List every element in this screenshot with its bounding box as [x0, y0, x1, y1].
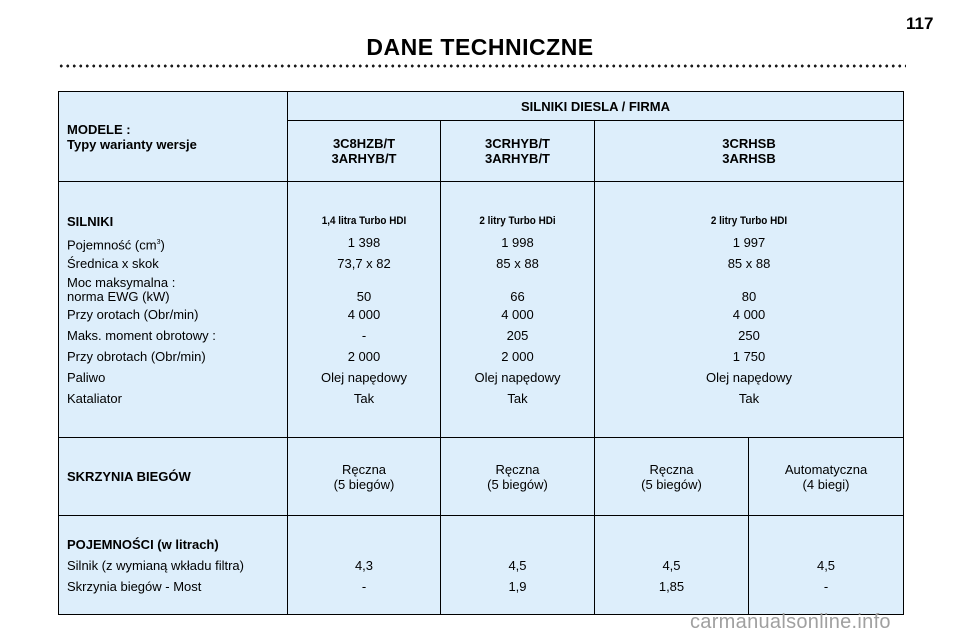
value: 1 997: [732, 234, 766, 250]
dotted-divider: [58, 64, 906, 68]
model-code: 3ARHYB/T: [331, 151, 397, 166]
row-label: Pojemność $(cm^3)$: [67, 236, 165, 252]
row-label: Paliwo: [67, 369, 106, 385]
engine-name: 1,4 litra Turbo HDI: [321, 214, 407, 227]
value: 50: [356, 288, 372, 304]
model-column-2: [441, 121, 595, 182]
engine-values-3: [595, 182, 904, 438]
value: 2 000: [501, 348, 534, 364]
value: 66: [510, 288, 525, 304]
value: Tak: [353, 390, 375, 406]
gearbox-cell: Ręczna (5 biegów): [595, 438, 749, 516]
row-label: Maks. moment obrotowy :: [67, 327, 216, 343]
value: Olej napędowy: [706, 369, 793, 385]
value: 2 000: [347, 348, 381, 364]
model-code: 3CRHSB: [722, 136, 776, 151]
gearbox-label: SKRZYNIA BIEGÓW: [59, 438, 288, 516]
model-column-1: [288, 121, 441, 182]
value: 73,7 x 82: [337, 255, 391, 271]
value: Tak: [507, 390, 528, 406]
capacity-values-1: 4,3 -: [288, 516, 441, 615]
capacity-values-3: 4,5 1,85: [595, 516, 749, 615]
engine-name: 2 litry Turbo HDi: [479, 214, 556, 227]
diesel-header: SILNIKI DIESLA / FIRMA: [288, 92, 904, 121]
page-number: 117: [906, 14, 934, 33]
row-label: Przy orotach (Obr/min): [67, 306, 199, 322]
spec-table: [58, 91, 904, 615]
row-label: Kataliator: [67, 390, 122, 406]
capacity-values-2: 4,5 1,9: [441, 516, 595, 615]
model-code: 3C8HZB/T: [332, 136, 396, 151]
capacities-label: POJEMNOŚCI (w litrach): [67, 536, 219, 552]
value: Tak: [738, 390, 760, 406]
engine-values-2: [441, 182, 595, 438]
value: -: [361, 327, 367, 343]
value: 85 x 88: [496, 255, 539, 271]
engine-name: 2 litry Turbo HDI: [710, 214, 788, 227]
value: 4 000: [732, 306, 766, 322]
models-label: MODELE :: [67, 121, 131, 137]
page-title: DANE TECHNICZNE: [366, 34, 594, 60]
gearbox-cell: Automatyczna (4 biegi): [749, 438, 904, 516]
value: Olej napędowy: [474, 369, 561, 385]
capacities-labels: [59, 516, 288, 615]
model-code: 3CRHYB/T: [484, 136, 550, 151]
models-sublabel: Typy warianty wersje: [67, 136, 197, 152]
value: 1 398: [347, 234, 381, 250]
row-label: Przy obrotach (Obr/min): [67, 348, 206, 364]
model-code: 3ARHYB/T: [484, 151, 550, 166]
gearbox-cell: Ręczna (5 biegów): [441, 438, 595, 516]
engine-labels: [59, 182, 288, 438]
watermark: carmanualsonline.info: [690, 611, 891, 633]
value: 80: [741, 288, 757, 304]
value: 4 000: [347, 306, 381, 322]
row-label: Skrzynia biegów - Most: [67, 578, 202, 594]
model-code: 3ARHSB: [722, 151, 776, 166]
value: Olej napędowy: [321, 369, 407, 385]
row-label: Średnica x skok: [67, 255, 159, 271]
capacity-values-4: 4,5 -: [749, 516, 904, 615]
models-cell: [59, 92, 288, 182]
engines-label: SILNIKI: [67, 213, 114, 229]
value: 1 750: [732, 348, 766, 364]
gearbox-cell: Ręczna (5 biegów): [288, 438, 441, 516]
value: 4 000: [501, 306, 534, 322]
engine-values-1: [288, 182, 441, 438]
value: 250: [738, 327, 760, 343]
value: 85 x 88: [727, 255, 771, 271]
value: 205: [506, 327, 529, 343]
row-label: Silnik (z wymianą wkładu filtra): [67, 557, 244, 573]
model-column-3: [595, 121, 904, 182]
row-label: Moc maksymalna : norma EWG (kW): [67, 274, 176, 304]
value: 1 998: [501, 234, 534, 250]
